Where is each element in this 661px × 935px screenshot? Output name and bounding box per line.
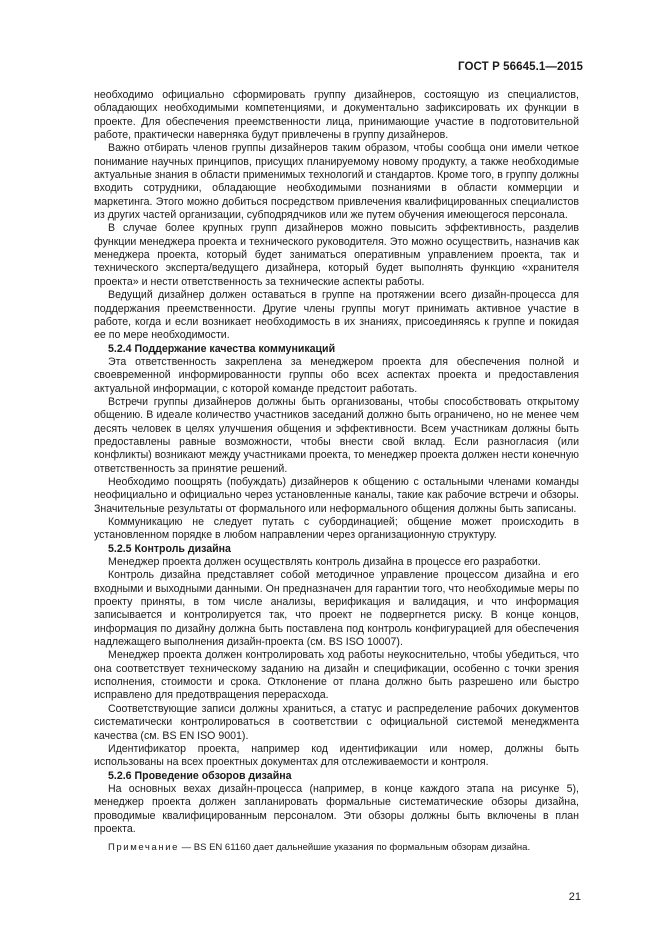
paragraph: Менеджер проекта должен осуществлять контроль дизайна в процессе его разработки. bbox=[108, 556, 541, 569]
paragraph: Менеджер проекта должен контролировать ход работы неукоснительно, чтобы убедиться, что она соответствует техническому заданию на дизайн и спецификации, особенно с точки зрения исполнения, стоимости и срока. Отклонение от плана должно быть разрешено или быстро исправлено для предотвращения перерасхода. bbox=[94, 649, 579, 702]
paragraph: Идентификатор проекта, например код идентификации или номер, должны быть использованы на всех проектных документах для отслеживаемости и контроля. bbox=[94, 742, 579, 769]
paragraph: Важно отбирать членов группы дизайнеров таким образом, чтобы сообща они имели четкое понимание научных принципов, присущих планируемому новому продукту, а также необходимые актуальные знания в области применимых технологий и стандартов. Кроме того, в группу должны входить сотрудники, обладающие необходимыми познаниями в области коммерции и маркетинга. Этого можно добиться посредством привлечения квалифицированных специалистов из других частей организации, субподрядчиков или же путем обучения имеющегося персонала. bbox=[94, 142, 579, 222]
paragraph: На основных вехах дизайн-процесса (например, в конце каждого этапа на рисунке 5), менеджер проекта должен запланировать формальные систематические обзоры дизайна, проводимые квалифицированным персоналом. Эти обзоры должны быть включены в план проекта. bbox=[94, 782, 579, 835]
document-standard-header: ГОСТ Р 56645.1—2015 bbox=[458, 61, 583, 73]
note-label: Примечание bbox=[108, 842, 179, 854]
section-heading-5-2-5: 5.2.5 Контроль дизайна bbox=[108, 542, 231, 555]
paragraph: Необходимо поощрять (побуждать) дизайнеров к общению с остальными членами команды неофициально и официально через установленные каналы, такие как рабочие встречи и обзоры. Значительные результаты от формального или неформального общения должны быть записаны. bbox=[94, 475, 579, 515]
section-heading-5-2-6: 5.2.6 Проведение обзоров дизайна bbox=[108, 769, 292, 782]
paragraph: Коммуникацию не следует путать с субординацией; общение может происходить в установленном порядке в любом направлении через организационную структуру. bbox=[94, 516, 579, 542]
section-heading-5-2-4: 5.2.4 Поддержание качества коммуникаций bbox=[108, 342, 336, 355]
page-body bbox=[94, 89, 579, 855]
paragraph: Соответствующие записи должны храниться, а статус и распределение рабочих документов систематически контролироваться в соответствии с официальной системой менеджмента качества (см. BS EN ISO 9001). bbox=[94, 702, 579, 742]
page-number: 21 bbox=[568, 891, 581, 903]
paragraph: Ведущий дизайнер должен оставаться в группе на протяжении всего дизайн-процесса для поддержания преемственности. Другие члены группы могут принимать активное участие в работе, когда и если возникает необходимость в их знаниях, присоединяясь к группе и покидая ее по мере необходимости. bbox=[94, 289, 579, 342]
paragraph: необходимо официально сформировать группу дизайнеров, состоящую из специалистов, обладающих необходимыми компетенциями, и документально зафиксировать их функции в проекте. Для обеспечения преемственности лица, принимающие участие в подготовительной работе, практически наверняка будут привлечены в группу дизайнеров. bbox=[94, 89, 579, 142]
note-text: — BS EN 61160 дает дальнейшие указания по формальным обзорам дизайна. bbox=[179, 842, 531, 854]
paragraph: Встречи группы дизайнеров должны быть организованы, чтобы способствовать открытому общению. В идеале количество участников заседаний должно быть ограничено, но не менее чем десять человек в целях улучшения общения и эффективности. Всем участникам должны быть предоставлены равные возможности, чтобы внести свой вклад. Если разногласия (или конфликты) возникают между участниками проекта, то менеджер проекта должен нести конечную ответственность за принятие решений. bbox=[94, 395, 579, 475]
paragraph: В случае более крупных групп дизайнеров можно повысить эффективность, разделив функции менеджера проекта и технического руководителя. Это можно осуществить, назначив как менеджера проекта, который будет заниматься оперативным управлением проекта, так и технического эксперта/ведущего дизайнера, который будет выполнять функцию «хранителя проекта» и нести ответственность за технические аспекты работы. bbox=[94, 222, 579, 288]
note bbox=[94, 841, 579, 854]
paragraph: Контроль дизайна представляет собой методичное управление процессом дизайна и его входными и выходными данными. Он предназначен для гарантии того, что необходимые меры по проекту приняты, в том числе анализы, верификация и валидация, и что информация записывается и контролируется так, что проект не подвергнется риску. В конце концов, информация по дизайну должна быть поставлена под контроль конфигурацией для обеспечения надлежащего выполнения дизайн-проекта (см. BS ISO 10007). bbox=[94, 569, 579, 649]
paragraph: Эта ответственность закреплена за менеджером проекта для обеспечения полной и своевременной информированности группы обо всех аспектах проекта и предоставления актуальной информации, с которой команде предстоит работать. bbox=[94, 355, 579, 395]
